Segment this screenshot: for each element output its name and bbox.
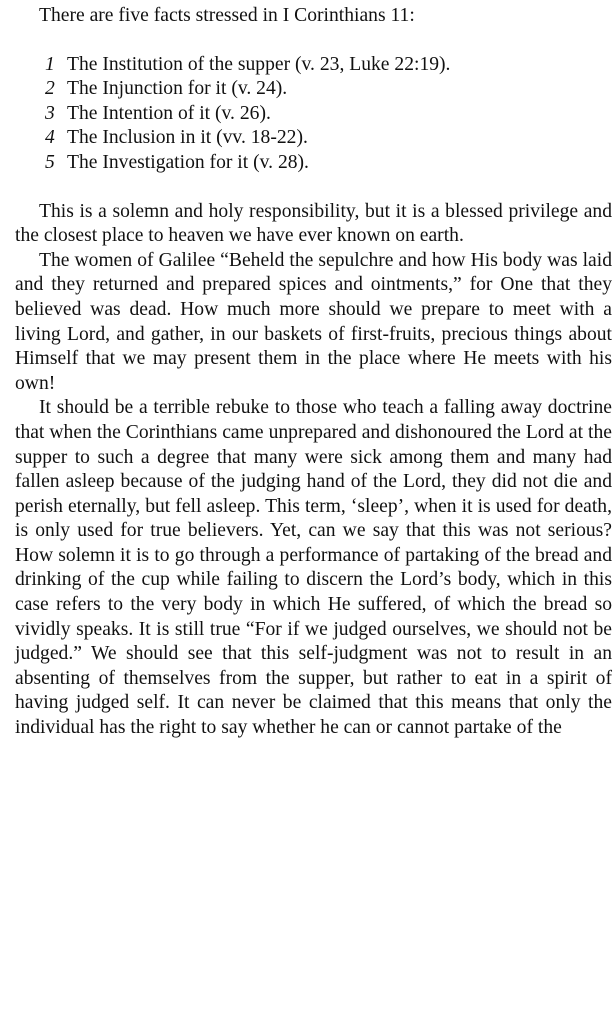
fact-item bbox=[45, 126, 612, 151]
fact-item bbox=[45, 102, 612, 127]
fact-text: The Investigation for it (v. 28). bbox=[67, 151, 309, 173]
fact-text: The Institution of the supper (v. 23, Luke 22:19). bbox=[67, 53, 451, 75]
fact-number: 4 bbox=[45, 127, 55, 149]
facts-list bbox=[15, 53, 612, 176]
paragraph-responsibility: This is a solemn and holy responsibility, but it is a blessed privilege and the closest place to heaven we have ever known on earth. bbox=[15, 200, 612, 247]
fact-text: The Inclusion in it (vv. 18-22). bbox=[67, 127, 308, 149]
fact-number: 1 bbox=[45, 53, 55, 75]
fact-text: The Intention of it (v. 26). bbox=[67, 102, 271, 124]
fact-item bbox=[45, 77, 612, 102]
book-page bbox=[15, 4, 612, 741]
paragraph-women-of-galilee: The women of Galilee “Beheld the sepulchre and how His body was laid and they returned and prepared spices and ointments,” for One that they believed was dead. How much more should we prepare to meet with a living Lord, and gather, in our baskets of first-fruits, precious things about Himself that we may present them in the place where He meets with his own! bbox=[15, 249, 612, 394]
fact-number: 3 bbox=[45, 102, 55, 124]
fact-item bbox=[45, 53, 612, 78]
fact-item bbox=[45, 151, 612, 176]
fact-number: 2 bbox=[45, 78, 55, 100]
fact-text: The Injunction for it (v. 24). bbox=[67, 78, 288, 100]
intro-sentence: There are five facts stressed in I Corinthians 11: bbox=[39, 5, 415, 26]
fact-number: 5 bbox=[45, 151, 55, 173]
paragraph-rebuke: It should be a terrible rebuke to those who teach a falling away doctrine that when the Corinthians came unprepared and dishonoured the Lord at the supper to such a degree that many were sick among them and many had fallen asleep because of the judging hand of the Lord, they did not die and perish eternally, but fell asleep. This term, ‘sleep’, when it is used for death, is only used for true believers. Yet, can we say that this was not serious? How solemn it is to go through a performance of partaking of the bread and drinking of the cup while failing to discern the Lord’s body, which in this case refers to the very body in which He suffered, of which the bread so vividly speaks. It is still true “For if we judged ourselves, we should not be judged.” We should see that this self-judgment was not to result in an absenting of themselves from the supper, but rather to eat in a spirit of having judged self. It can never be claimed that this means that only the individual has the right to say whether he can or cannot partake of the bbox=[15, 397, 612, 739]
